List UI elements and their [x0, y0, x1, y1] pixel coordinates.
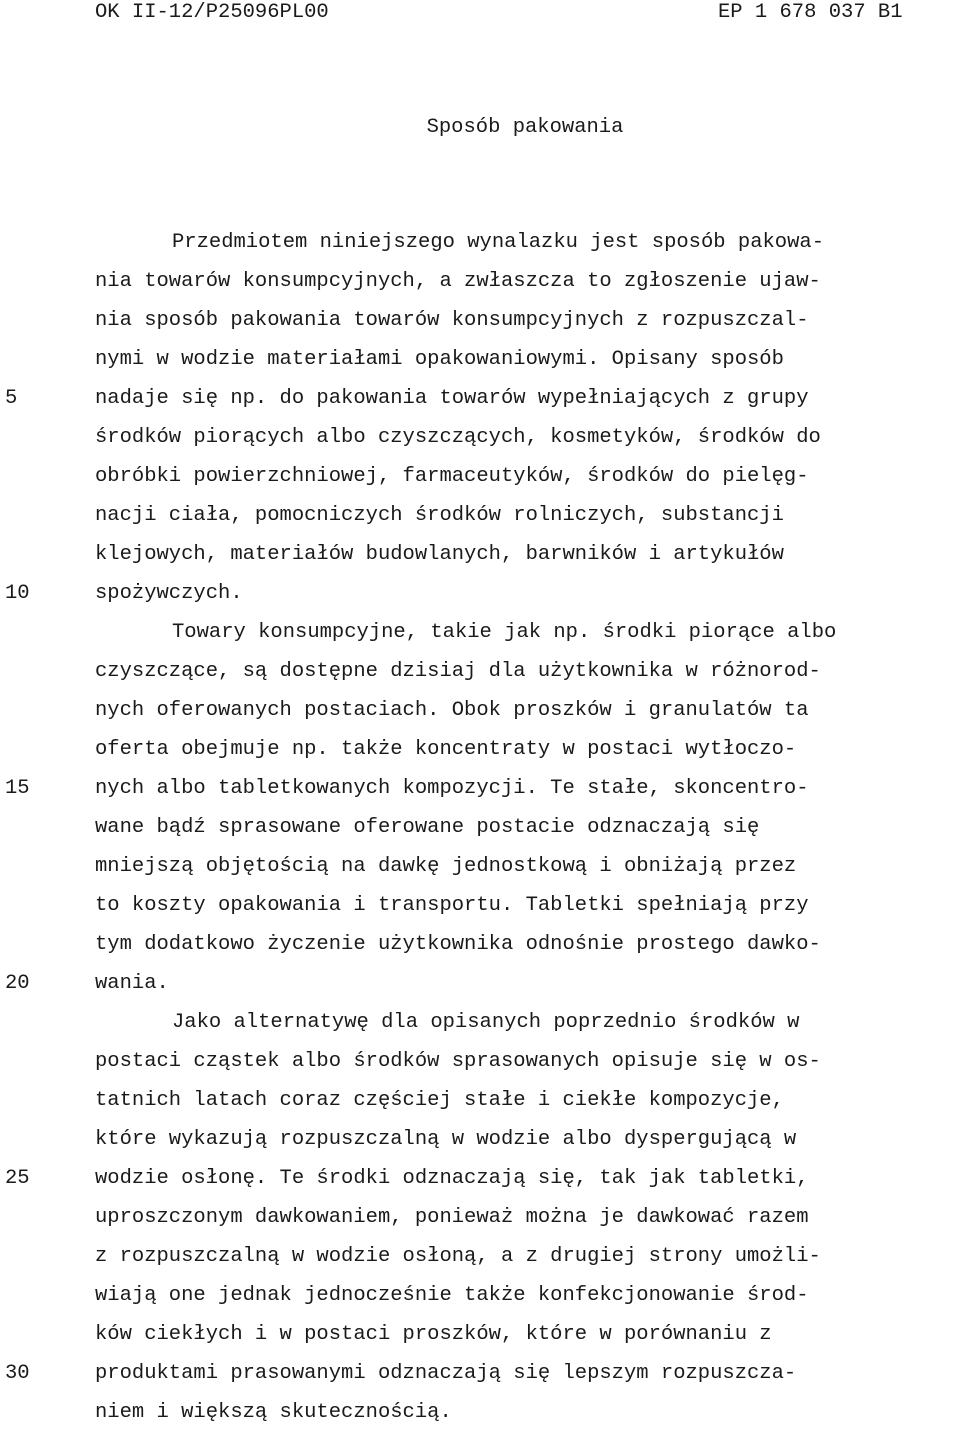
text-line: nacji ciała, pomocniczych środków rolniczych, substancji [95, 504, 784, 527]
text-line: produktami prasowanymi odznaczają się lepszym rozpuszcza- [95, 1362, 797, 1385]
line-number: 5 [5, 387, 18, 410]
text-line: nych albo tabletkowanych kompozycji. Te stałe, skoncentro- [95, 777, 809, 800]
text-line: z rozpuszczalną w wodzie osłoną, a z drugiej strony umożli- [95, 1245, 821, 1268]
document-title: Sposób pakowania [426, 116, 624, 139]
text-line: wane bądź sprasowane oferowane postacie odznaczają się [95, 816, 760, 839]
patent-number: EP 1 678 037 B1 [718, 1, 903, 24]
line-number: 10 [5, 582, 30, 605]
text-line: klejowych, materiałów budowlanych, barwników i artykułów [95, 543, 784, 566]
text-line: oferta obejmuje np. także koncentraty w postaci wytłoczo- [95, 738, 797, 761]
text-line: uproszczonym dawkowaniem, ponieważ można je dawkować razem [95, 1206, 809, 1229]
text-line: wania. [95, 972, 169, 995]
text-line: tym dodatkowo życzenie użytkownika odnośnie prostego dawko- [95, 933, 821, 956]
line-number: 30 [5, 1362, 30, 1385]
text-line: nadaje się np. do pakowania towarów wypełniających z grupy [95, 387, 809, 410]
text-line: które wykazują rozpuszczalną w wodzie albo dyspergującą w [95, 1128, 797, 1151]
text-line: postaci cząstek albo środków sprasowanych opisuje się w os- [95, 1050, 821, 1073]
text-line: spożywczych. [95, 582, 243, 605]
line-number: 15 [5, 777, 30, 800]
text-line: niem i większą skutecznością. [95, 1401, 452, 1424]
line-number: 20 [5, 972, 30, 995]
text-line: nych oferowanych postaciach. Obok proszków i granulatów ta [95, 699, 809, 722]
text-line: nia towarów konsumpcyjnych, a zwłaszcza to zgłoszenie ujaw- [95, 270, 821, 293]
page-header [0, 0, 960, 30]
text-line: Przedmiotem niniejszego wynalazku jest sposób pakowa- [172, 231, 825, 254]
text-line: to koszty opakowania i transportu. Tabletki spełniają przy [95, 894, 809, 917]
text-line: Jako alternatywę dla opisanych poprzednio środków w [172, 1011, 800, 1034]
text-line: nia sposób pakowania towarów konsumpcyjnych z rozpuszczal- [95, 309, 809, 332]
text-line: Towary konsumpcyjne, takie jak np. środki piorące albo [172, 621, 837, 644]
text-line: obróbki powierzchniowej, farmaceutyków, środków do pielęg- [95, 465, 809, 488]
text-line: czyszczące, są dostępne dzisiaj dla użytkownika w różnorod- [95, 660, 821, 683]
text-line: nymi w wodzie materiałami opakowaniowymi. Opisany sposób [95, 348, 784, 371]
document-reference: OK II-12/P25096PL00 [95, 1, 329, 24]
text-line: tatnich latach coraz częściej stałe i ciekłe kompozycje, [95, 1089, 784, 1112]
text-line: wodzie osłonę. Te środki odznaczają się, tak jak tabletki, [95, 1167, 809, 1190]
text-line: wiają one jednak jednocześnie także konfekcjonowanie środ- [95, 1284, 809, 1307]
text-line: środków piorących albo czyszczących, kosmetyków, środków do [95, 426, 821, 449]
text-line: ków ciekłych i w postaci proszków, które w porównaniu z [95, 1323, 772, 1346]
line-number: 25 [5, 1167, 30, 1190]
text-line: mniejszą objętością na dawkę jednostkową i obniżają przez [95, 855, 797, 878]
